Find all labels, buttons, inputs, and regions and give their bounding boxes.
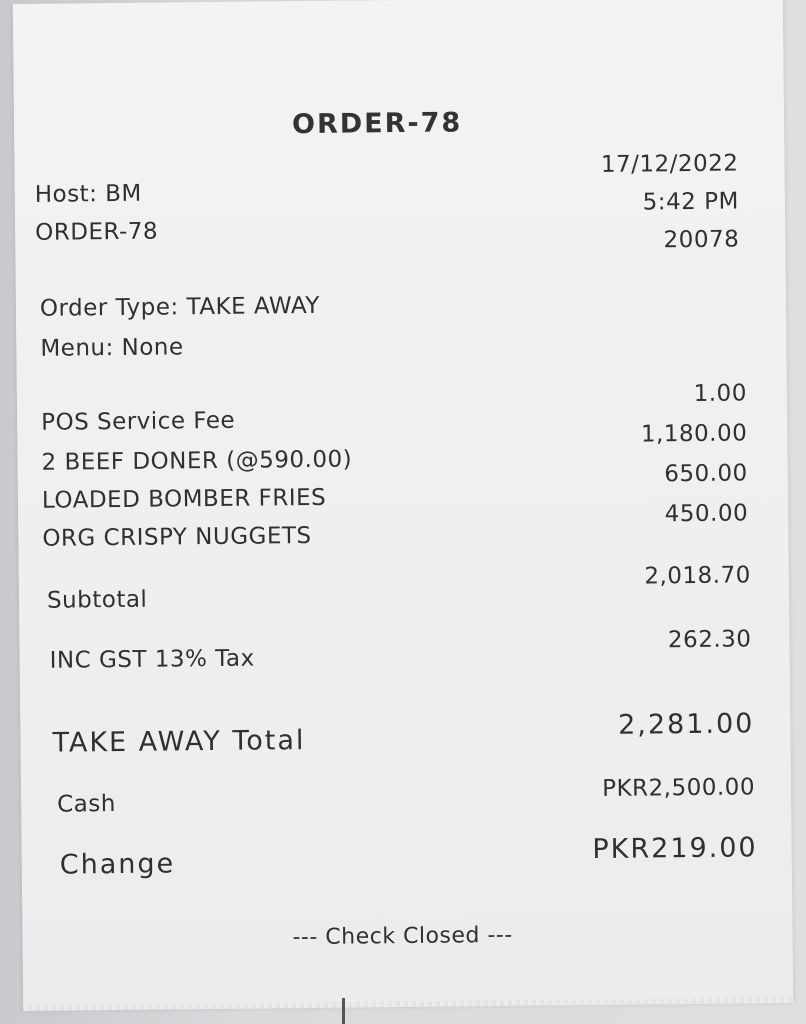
check-closed-footer: --- Check Closed --- [292, 922, 513, 951]
tax-value: 262.30 [667, 626, 752, 654]
line-item-name: 2 BEEF DONER (@590.00) [41, 446, 353, 476]
receipt-paper [13, 0, 793, 1008]
order-date: 17/12/2022 [600, 150, 739, 178]
receipt-spike [342, 998, 345, 1024]
line-item-amount: 450.00 [664, 500, 749, 528]
change-label: Change [59, 848, 176, 881]
line-item-amount: 650.00 [664, 460, 748, 488]
order-reference: ORDER-78 [35, 218, 159, 246]
cash-value: PKR2,500.00 [602, 774, 756, 802]
subtotal-value: 2,018.70 [644, 562, 751, 590]
subtotal-label: Subtotal [46, 586, 148, 614]
line-item-name: POS Service Fee [41, 407, 236, 436]
receipt-title: ORDER-78 [291, 107, 463, 141]
line-item-name: ORG CRISPY NUGGETS [42, 522, 312, 552]
line-item-name: LOADED BOMBER FRIES [41, 484, 327, 514]
line-item-amount: 1.00 [693, 380, 748, 407]
cash-label: Cash [57, 791, 117, 818]
total-value: 2,281.00 [617, 708, 755, 741]
host-label: Host: BM [34, 180, 142, 208]
line-item-amount: 1,180.00 [640, 420, 748, 448]
menu-label: Menu: None [40, 334, 184, 362]
total-label: TAKE AWAY Total [52, 725, 306, 759]
tax-label: INC GST 13% Tax [49, 645, 255, 674]
order-time: 5:42 PM [642, 188, 740, 216]
order-type: Order Type: TAKE AWAY [39, 292, 321, 322]
order-number: 20078 [663, 226, 740, 254]
change-value: PKR219.00 [592, 832, 758, 866]
